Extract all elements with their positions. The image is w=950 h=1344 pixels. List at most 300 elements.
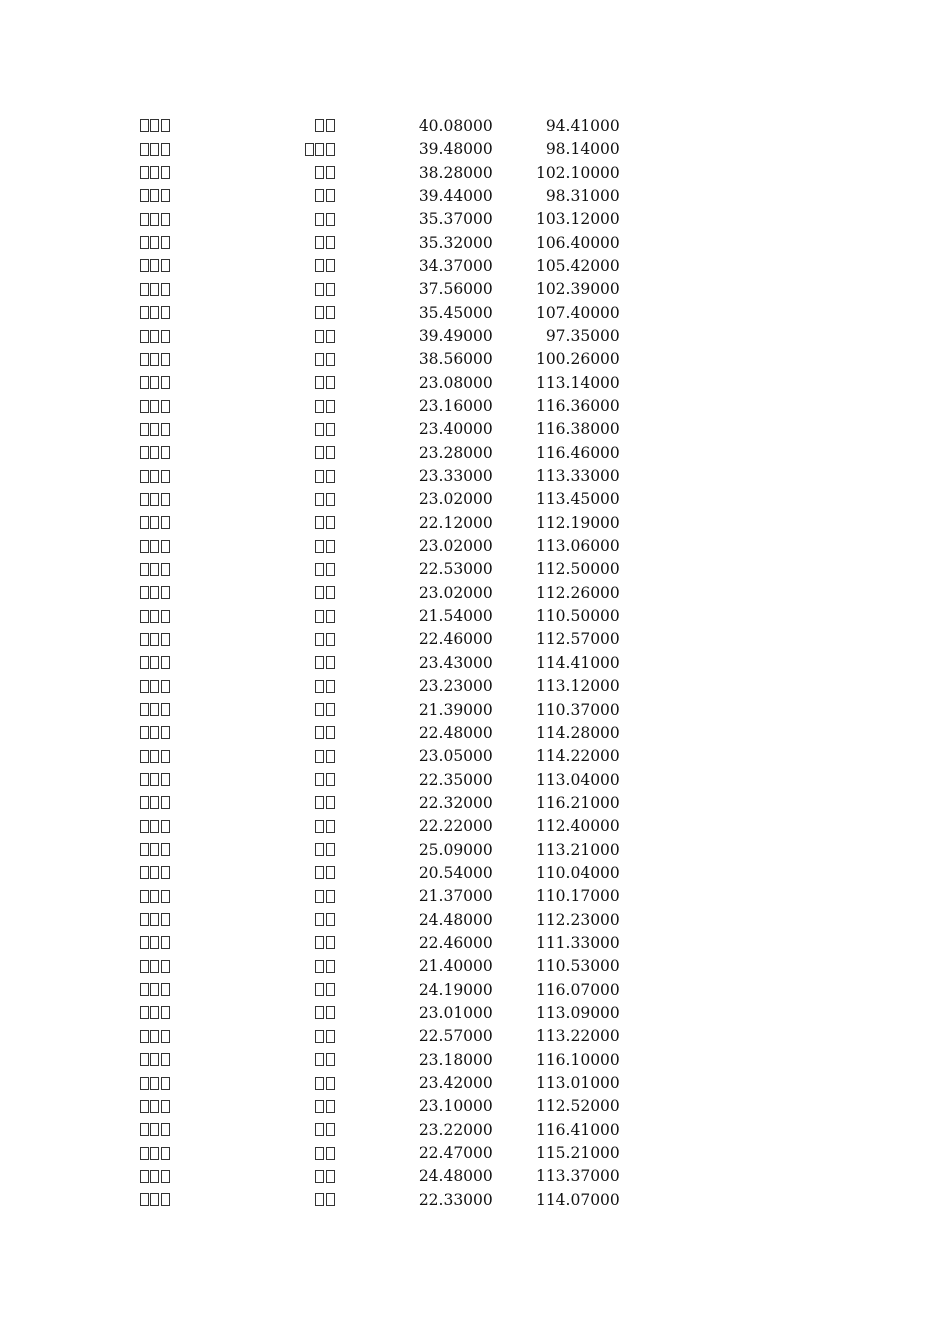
missing-glyph-box <box>161 960 170 973</box>
station-name-cell <box>140 535 305 558</box>
missing-glyph-box <box>315 1170 324 1183</box>
province-cell <box>305 255 335 278</box>
longitude-cell: 98.14000 <box>545 140 620 159</box>
table-row <box>140 512 620 535</box>
table-row <box>140 489 620 512</box>
longitude-cell: 103.12000 <box>535 210 620 229</box>
missing-glyph-box <box>326 353 335 366</box>
missing-glyph-box <box>161 843 170 856</box>
missing-glyph-box <box>150 773 159 786</box>
missing-glyph-box <box>315 446 324 459</box>
missing-glyph-box <box>315 540 324 553</box>
missing-glyph-box <box>315 493 324 506</box>
province-cell <box>305 582 335 605</box>
missing-glyph-box <box>315 633 324 646</box>
missing-glyph-box <box>315 936 324 949</box>
missing-glyph-box <box>161 586 170 599</box>
missing-glyph-box <box>326 983 335 996</box>
missing-glyph-box <box>161 890 170 903</box>
longitude-cell: 110.53000 <box>535 957 620 976</box>
latitude-cell: 39.49000 <box>418 327 493 346</box>
missing-glyph-box <box>140 1100 149 1113</box>
missing-glyph-box <box>315 960 324 973</box>
missing-glyph-box <box>315 306 324 319</box>
station-name-cell <box>140 675 305 698</box>
missing-glyph-box <box>150 143 159 156</box>
missing-glyph-box <box>315 1123 324 1136</box>
station-name-cell <box>140 255 305 278</box>
missing-glyph-box <box>150 936 159 949</box>
latitude-cell: 22.48000 <box>418 723 493 742</box>
station-name-cell <box>140 115 305 138</box>
province-cell <box>305 722 335 745</box>
province-cell <box>305 325 335 348</box>
missing-glyph-box <box>326 400 335 413</box>
missing-glyph-box <box>326 796 335 809</box>
longitude-cell: 107.40000 <box>535 303 620 322</box>
missing-glyph-box <box>140 189 149 202</box>
missing-glyph-box <box>150 423 159 436</box>
station-name-cell <box>140 885 305 908</box>
station-name-cell <box>140 979 305 1002</box>
station-name-cell <box>140 489 305 512</box>
province-cell <box>305 815 335 838</box>
missing-glyph-box <box>161 1193 170 1206</box>
province-cell <box>305 862 335 885</box>
latitude-cell: 22.46000 <box>418 933 493 952</box>
longitude-cell: 102.10000 <box>535 163 620 182</box>
missing-glyph-box <box>140 143 149 156</box>
missing-glyph-box <box>161 306 170 319</box>
missing-glyph-box <box>326 703 335 716</box>
station-name-cell <box>140 395 305 418</box>
longitude-cell: 112.40000 <box>535 817 620 836</box>
table-row <box>140 255 620 278</box>
latitude-cell: 23.18000 <box>418 1050 493 1069</box>
longitude-cell: 116.36000 <box>535 397 620 416</box>
latitude-cell: 23.05000 <box>418 747 493 766</box>
province-cell <box>305 465 335 488</box>
table-row <box>140 1025 620 1048</box>
missing-glyph-box <box>150 563 159 576</box>
missing-glyph-box <box>150 890 159 903</box>
missing-glyph-box <box>150 1123 159 1136</box>
missing-glyph-box <box>161 1030 170 1043</box>
missing-glyph-box <box>150 259 159 272</box>
missing-glyph-box <box>140 493 149 506</box>
latitude-cell: 21.54000 <box>418 607 493 626</box>
missing-glyph-box <box>326 119 335 132</box>
missing-glyph-box <box>140 913 149 926</box>
missing-glyph-box <box>315 1100 324 1113</box>
coordinates-table <box>140 115 620 1212</box>
missing-glyph-box <box>326 143 335 156</box>
missing-glyph-box <box>326 960 335 973</box>
table-body <box>140 115 620 1212</box>
missing-glyph-box <box>150 446 159 459</box>
missing-glyph-box <box>150 796 159 809</box>
missing-glyph-box <box>305 143 314 156</box>
province-cell <box>305 185 335 208</box>
longitude-cell: 114.41000 <box>535 653 620 672</box>
missing-glyph-box <box>140 470 149 483</box>
missing-glyph-box <box>315 680 324 693</box>
missing-glyph-box <box>140 1147 149 1160</box>
station-name-cell <box>140 1119 305 1142</box>
province-cell <box>305 652 335 675</box>
province-cell <box>305 932 335 955</box>
station-name-cell <box>140 1142 305 1165</box>
missing-glyph-box <box>326 446 335 459</box>
missing-glyph-box <box>161 726 170 739</box>
longitude-cell: 116.10000 <box>535 1050 620 1069</box>
station-name-cell <box>140 605 305 628</box>
missing-glyph-box <box>326 1170 335 1183</box>
table-row <box>140 208 620 231</box>
station-name-cell <box>140 185 305 208</box>
province-cell <box>305 792 335 815</box>
missing-glyph-box <box>326 656 335 669</box>
missing-glyph-box <box>161 796 170 809</box>
province-cell <box>305 208 335 231</box>
missing-glyph-box <box>315 400 324 413</box>
table-row <box>140 815 620 838</box>
missing-glyph-box <box>140 610 149 623</box>
missing-glyph-box <box>315 726 324 739</box>
missing-glyph-box <box>140 726 149 739</box>
longitude-cell: 116.38000 <box>535 420 620 439</box>
missing-glyph-box <box>326 376 335 389</box>
province-cell <box>305 1002 335 1025</box>
latitude-cell: 20.54000 <box>418 863 493 882</box>
longitude-cell: 110.50000 <box>535 607 620 626</box>
latitude-cell: 23.16000 <box>418 397 493 416</box>
latitude-cell: 24.48000 <box>418 910 493 929</box>
longitude-cell: 116.21000 <box>535 793 620 812</box>
missing-glyph-box <box>161 983 170 996</box>
missing-glyph-box <box>161 166 170 179</box>
missing-glyph-box <box>150 189 159 202</box>
missing-glyph-box <box>140 540 149 553</box>
missing-glyph-box <box>150 1100 159 1113</box>
missing-glyph-box <box>150 236 159 249</box>
station-name-cell <box>140 722 305 745</box>
missing-glyph-box <box>140 400 149 413</box>
province-cell <box>305 1025 335 1048</box>
missing-glyph-box <box>140 983 149 996</box>
province-cell <box>305 885 335 908</box>
province-cell <box>305 1189 335 1212</box>
missing-glyph-box <box>140 890 149 903</box>
missing-glyph-box <box>315 283 324 296</box>
longitude-cell: 112.26000 <box>535 583 620 602</box>
missing-glyph-box <box>150 376 159 389</box>
missing-glyph-box <box>315 353 324 366</box>
latitude-cell: 23.40000 <box>418 420 493 439</box>
table-row <box>140 582 620 605</box>
missing-glyph-box <box>150 633 159 646</box>
missing-glyph-box <box>140 423 149 436</box>
missing-glyph-box <box>315 516 324 529</box>
station-name-cell <box>140 652 305 675</box>
missing-glyph-box <box>161 866 170 879</box>
latitude-cell: 39.44000 <box>418 186 493 205</box>
table-row <box>140 138 620 161</box>
latitude-cell: 38.56000 <box>418 350 493 369</box>
province-cell <box>305 559 335 582</box>
missing-glyph-box <box>315 470 324 483</box>
missing-glyph-box <box>140 656 149 669</box>
longitude-cell: 98.31000 <box>545 186 620 205</box>
province-cell <box>305 348 335 371</box>
missing-glyph-box <box>161 913 170 926</box>
longitude-cell: 116.46000 <box>535 443 620 462</box>
province-cell <box>305 232 335 255</box>
latitude-cell: 40.08000 <box>418 116 493 135</box>
table-row <box>140 559 620 582</box>
province-cell <box>305 442 335 465</box>
missing-glyph-box <box>161 1147 170 1160</box>
missing-glyph-box <box>161 703 170 716</box>
latitude-cell: 21.37000 <box>418 887 493 906</box>
missing-glyph-box <box>161 773 170 786</box>
table-row <box>140 792 620 815</box>
station-name-cell <box>140 372 305 395</box>
table-row <box>140 605 620 628</box>
station-name-cell <box>140 955 305 978</box>
province-cell <box>305 979 335 1002</box>
missing-glyph-box <box>140 376 149 389</box>
missing-glyph-box <box>326 1053 335 1066</box>
latitude-cell: 23.43000 <box>418 653 493 672</box>
latitude-cell: 23.01000 <box>418 1003 493 1022</box>
missing-glyph-box <box>150 493 159 506</box>
table-row <box>140 442 620 465</box>
longitude-cell: 112.23000 <box>535 910 620 929</box>
missing-glyph-box <box>140 680 149 693</box>
latitude-cell: 23.23000 <box>418 677 493 696</box>
longitude-cell: 113.14000 <box>535 373 620 392</box>
missing-glyph-box <box>315 213 324 226</box>
station-name-cell <box>140 932 305 955</box>
missing-glyph-box <box>326 516 335 529</box>
missing-glyph-box <box>326 1030 335 1043</box>
station-name-cell <box>140 1189 305 1212</box>
missing-glyph-box <box>150 656 159 669</box>
table-row <box>140 699 620 722</box>
table-row <box>140 325 620 348</box>
longitude-cell: 100.26000 <box>535 350 620 369</box>
longitude-cell: 114.22000 <box>535 747 620 766</box>
station-name-cell <box>140 1072 305 1095</box>
missing-glyph-box <box>315 796 324 809</box>
table-row <box>140 418 620 441</box>
missing-glyph-box <box>315 119 324 132</box>
table-row <box>140 839 620 862</box>
missing-glyph-box <box>326 540 335 553</box>
longitude-cell: 113.09000 <box>535 1003 620 1022</box>
missing-glyph-box <box>150 540 159 553</box>
table-row <box>140 278 620 301</box>
missing-glyph-box <box>161 936 170 949</box>
missing-glyph-box <box>150 213 159 226</box>
longitude-cell: 94.41000 <box>545 116 620 135</box>
missing-glyph-box <box>326 306 335 319</box>
missing-glyph-box <box>140 236 149 249</box>
longitude-cell: 113.22000 <box>535 1027 620 1046</box>
missing-glyph-box <box>161 400 170 413</box>
longitude-cell: 112.57000 <box>535 630 620 649</box>
missing-glyph-box <box>326 820 335 833</box>
table-row <box>140 162 620 185</box>
latitude-cell: 23.28000 <box>418 443 493 462</box>
missing-glyph-box <box>161 820 170 833</box>
missing-glyph-box <box>150 119 159 132</box>
missing-glyph-box <box>161 540 170 553</box>
province-cell <box>305 629 335 652</box>
missing-glyph-box <box>140 1123 149 1136</box>
province-cell <box>305 955 335 978</box>
table-row <box>140 1189 620 1212</box>
missing-glyph-box <box>150 1170 159 1183</box>
table-row <box>140 185 620 208</box>
missing-glyph-box <box>150 586 159 599</box>
missing-glyph-box <box>140 330 149 343</box>
missing-glyph-box <box>140 1170 149 1183</box>
missing-glyph-box <box>150 306 159 319</box>
missing-glyph-box <box>161 283 170 296</box>
missing-glyph-box <box>161 493 170 506</box>
missing-glyph-box <box>315 1030 324 1043</box>
latitude-cell: 22.35000 <box>418 770 493 789</box>
missing-glyph-box <box>161 1123 170 1136</box>
missing-glyph-box <box>315 189 324 202</box>
table-row <box>140 675 620 698</box>
latitude-cell: 22.22000 <box>418 817 493 836</box>
latitude-cell: 23.33000 <box>418 467 493 486</box>
latitude-cell: 24.48000 <box>418 1167 493 1186</box>
missing-glyph-box <box>140 1030 149 1043</box>
table-row <box>140 955 620 978</box>
longitude-cell: 113.04000 <box>535 770 620 789</box>
missing-glyph-box <box>326 936 335 949</box>
missing-glyph-box <box>315 143 324 156</box>
missing-glyph-box <box>161 563 170 576</box>
missing-glyph-box <box>150 1193 159 1206</box>
longitude-cell: 114.07000 <box>535 1190 620 1209</box>
station-name-cell <box>140 208 305 231</box>
station-name-cell <box>140 138 305 161</box>
latitude-cell: 21.39000 <box>418 700 493 719</box>
missing-glyph-box <box>315 563 324 576</box>
province-cell <box>305 605 335 628</box>
latitude-cell: 25.09000 <box>418 840 493 859</box>
missing-glyph-box <box>140 773 149 786</box>
longitude-cell: 97.35000 <box>545 327 620 346</box>
province-cell <box>305 1049 335 1072</box>
missing-glyph-box <box>315 843 324 856</box>
station-name-cell <box>140 769 305 792</box>
missing-glyph-box <box>315 1147 324 1160</box>
missing-glyph-box <box>150 610 159 623</box>
longitude-cell: 116.41000 <box>535 1120 620 1139</box>
province-cell <box>305 839 335 862</box>
missing-glyph-box <box>140 1006 149 1019</box>
station-name-cell <box>140 1095 305 1118</box>
province-cell <box>305 1119 335 1142</box>
station-name-cell <box>140 418 305 441</box>
table-row <box>140 1002 620 1025</box>
missing-glyph-box <box>326 726 335 739</box>
station-name-cell <box>140 1165 305 1188</box>
station-name-cell <box>140 745 305 768</box>
latitude-cell: 35.45000 <box>418 303 493 322</box>
missing-glyph-box <box>140 353 149 366</box>
province-cell <box>305 675 335 698</box>
missing-glyph-box <box>315 913 324 926</box>
province-cell <box>305 745 335 768</box>
province-cell <box>305 278 335 301</box>
station-name-cell <box>140 1049 305 1072</box>
missing-glyph-box <box>140 633 149 646</box>
missing-glyph-box <box>326 913 335 926</box>
missing-glyph-box <box>326 259 335 272</box>
missing-glyph-box <box>140 563 149 576</box>
station-name-cell <box>140 1002 305 1025</box>
missing-glyph-box <box>161 236 170 249</box>
missing-glyph-box <box>150 703 159 716</box>
missing-glyph-box <box>161 119 170 132</box>
longitude-cell: 112.19000 <box>535 513 620 532</box>
table-row <box>140 1049 620 1072</box>
missing-glyph-box <box>161 1006 170 1019</box>
longitude-cell: 113.12000 <box>535 677 620 696</box>
missing-glyph-box <box>140 843 149 856</box>
province-cell <box>305 115 335 138</box>
longitude-cell: 113.37000 <box>535 1167 620 1186</box>
missing-glyph-box <box>326 1077 335 1090</box>
station-name-cell <box>140 699 305 722</box>
missing-glyph-box <box>326 866 335 879</box>
missing-glyph-box <box>150 866 159 879</box>
missing-glyph-box <box>150 1147 159 1160</box>
latitude-cell: 37.56000 <box>418 280 493 299</box>
missing-glyph-box <box>150 750 159 763</box>
missing-glyph-box <box>326 680 335 693</box>
longitude-cell: 112.52000 <box>535 1097 620 1116</box>
missing-glyph-box <box>326 633 335 646</box>
missing-glyph-box <box>150 400 159 413</box>
table-row <box>140 535 620 558</box>
missing-glyph-box <box>150 983 159 996</box>
missing-glyph-box <box>315 656 324 669</box>
station-name-cell <box>140 325 305 348</box>
station-name-cell <box>140 909 305 932</box>
latitude-cell: 22.32000 <box>418 793 493 812</box>
missing-glyph-box <box>150 960 159 973</box>
missing-glyph-box <box>161 633 170 646</box>
missing-glyph-box <box>315 423 324 436</box>
latitude-cell: 23.02000 <box>418 490 493 509</box>
missing-glyph-box <box>161 1170 170 1183</box>
longitude-cell: 113.06000 <box>535 537 620 556</box>
latitude-cell: 23.02000 <box>418 583 493 602</box>
table-row <box>140 1142 620 1165</box>
table-row <box>140 115 620 138</box>
missing-glyph-box <box>315 773 324 786</box>
longitude-cell: 111.33000 <box>535 933 620 952</box>
missing-glyph-box <box>140 1193 149 1206</box>
